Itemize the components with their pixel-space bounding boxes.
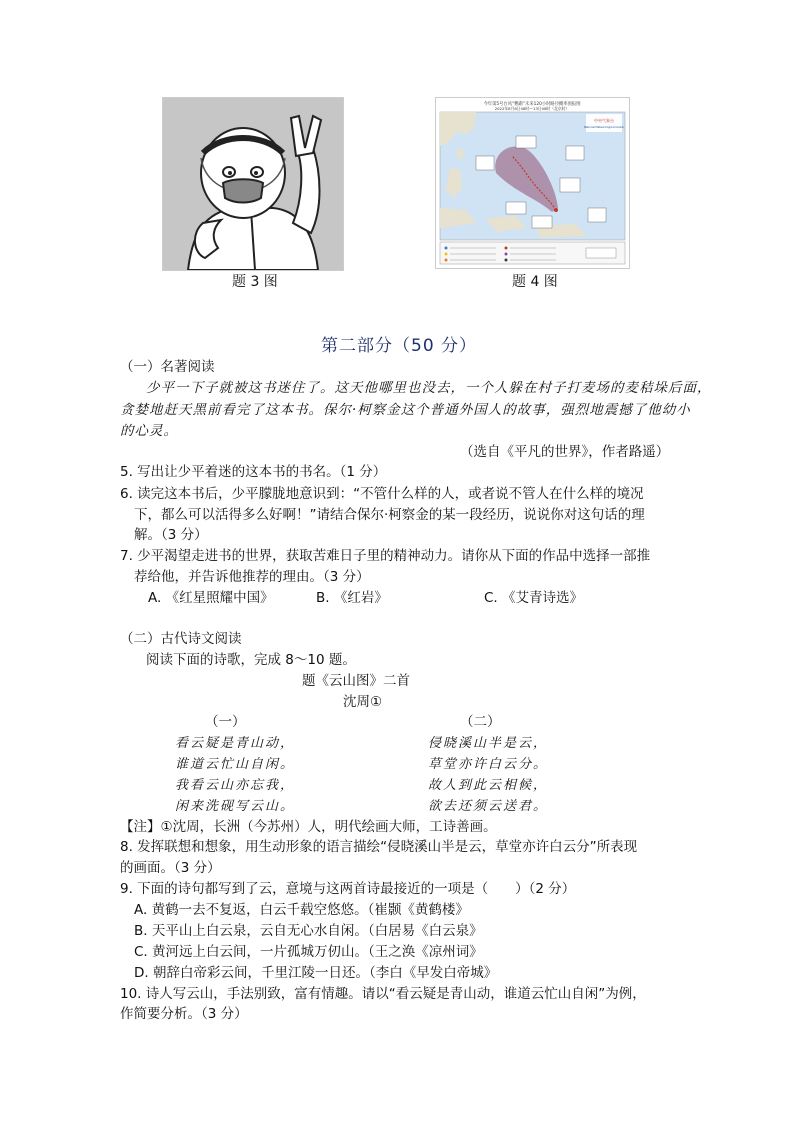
question-9-option-c: C. 黄河远上白云间，一片孤城万仞山。（王之涣《凉州词》 — [134, 944, 483, 960]
typhoon-track-map-image — [436, 98, 629, 268]
question-8-line-2: 的画面。（3 分） — [120, 860, 221, 876]
section-2-heading: （二）古代诗文阅读 — [120, 631, 242, 647]
passage-source: （选自《平凡的世界》，作者路遥） — [460, 444, 670, 460]
passage-line-1: 少平一下子就被这书迷住了。这天他哪里也没去，一个人躲在村子打麦场的麦秸垛后面， — [146, 380, 712, 396]
figure-3-cartoon — [162, 97, 344, 271]
passage-line-2: 贪婪地赶天黑前看完了这本书。保尔·柯察金这个普通外国人的故事，强烈地震撼了他幼小 — [120, 402, 691, 418]
poem-note: 【注】①沈周，长洲（今苏州）人，明代绘画大师，工诗善画。 — [120, 819, 497, 835]
question-10-line-1: 10. 诗人写云山，手法别致，富有情趣。请以“看云疑是青山动，谁道云忙山自闲”为例， — [120, 986, 646, 1002]
passage-line-3: 的心灵。 — [120, 423, 178, 439]
poem-2-line-3: 故人到此云相候， — [428, 778, 549, 793]
question-8-line-1: 8. 发挥联想和想象，用生动形象的语言描绘“侵晓溪山半是云，草堂亦许白云分”所表现 — [120, 839, 638, 855]
poem-2-line-4: 欲去还须云送君。 — [428, 799, 549, 814]
figure-4-typhoon-map — [435, 97, 630, 269]
poem-author: 沈周① — [343, 694, 383, 710]
poem-1-label: （一） — [205, 714, 246, 730]
section-2-intro: 阅读下面的诗歌，完成 8～10 题。 — [146, 652, 356, 668]
question-7-line-1: 7. 少平渴望走进书的世界，获取苦难日子里的精神动力。请你从下面的作品中选择一部推 — [120, 548, 651, 564]
poem-2-line-1: 侵晓溪山半是云， — [428, 736, 549, 751]
question-7-line-2: 荐给他，并告诉他推荐的理由。（3 分） — [134, 569, 370, 585]
poem-title: 题《云山图》二首 — [302, 673, 410, 689]
figure-3-caption: 题 3 图 — [232, 274, 278, 290]
poem-1-line-1: 看云疑是青山动， — [175, 736, 296, 751]
question-10-line-2: 作简要分析。（3 分） — [120, 1006, 248, 1022]
question-6-line-3: 解。（3 分） — [134, 527, 208, 543]
figure-4-caption: 题 4 图 — [512, 274, 558, 290]
question-5: 5. 写出让少平着迷的这本书的书名。（1 分） — [120, 464, 387, 480]
question-9-option-d: D. 朝辞白帝彩云间，千里江陵一日还。（李白《早发白帝城》 — [134, 965, 498, 981]
question-7-option-a: A. 《红星照耀中国》 — [148, 590, 274, 606]
map-header-line1: 今年第5号台风“鹦鹉”未来120小时路径概率预报图 — [483, 102, 581, 107]
cartoon-protective-suit-image — [163, 98, 343, 270]
poem-1-line-4: 闲来洗砚写云山。 — [175, 799, 296, 814]
question-6-line-2: 下，都么可以活得多么好啊！”请结合保尔·柯察金的某一段经历，说说你对这句话的理 — [134, 507, 645, 523]
section-1-heading: （一）名著阅读 — [120, 359, 215, 375]
question-9-option-a: A. 黄鹤一去不复返，白云千载空悠悠。（崔颢《黄鹤楼》 — [134, 902, 469, 918]
poem-2-line-2: 草堂亦许白云分。 — [428, 757, 549, 772]
question-9: 9. 下面的诗句都写到了云，意境与这两首诗最接近的一项是（ ）（2 分） — [120, 881, 576, 897]
question-7-option-b: B. 《红岩》 — [316, 590, 388, 606]
map-header-line2: 2022年8月8日08时～13日08时（北京时） — [494, 106, 570, 111]
part-two-title: 第二部分（50 分） — [321, 336, 478, 356]
poem-2-label: （二） — [460, 714, 501, 730]
poem-1-line-3: 我看云山亦忘我， — [175, 778, 296, 793]
map-logo-text2: National Meteorological Center — [583, 126, 625, 129]
map-logo-text1: 中央气象台 — [594, 118, 614, 123]
question-9-option-b: B. 天平山上白云泉，云自无心水自闲。（白居易《白云泉》 — [134, 923, 483, 939]
poem-1-line-2: 谁道云忙山自闲。 — [175, 757, 296, 772]
question-7-option-c: C. 《艾青诗选》 — [484, 590, 584, 606]
question-6-line-1: 6. 读完这本书后，少平朦胧地意识到：“不管什么样的人，或者说不管人在什么样的境况 — [120, 486, 644, 502]
